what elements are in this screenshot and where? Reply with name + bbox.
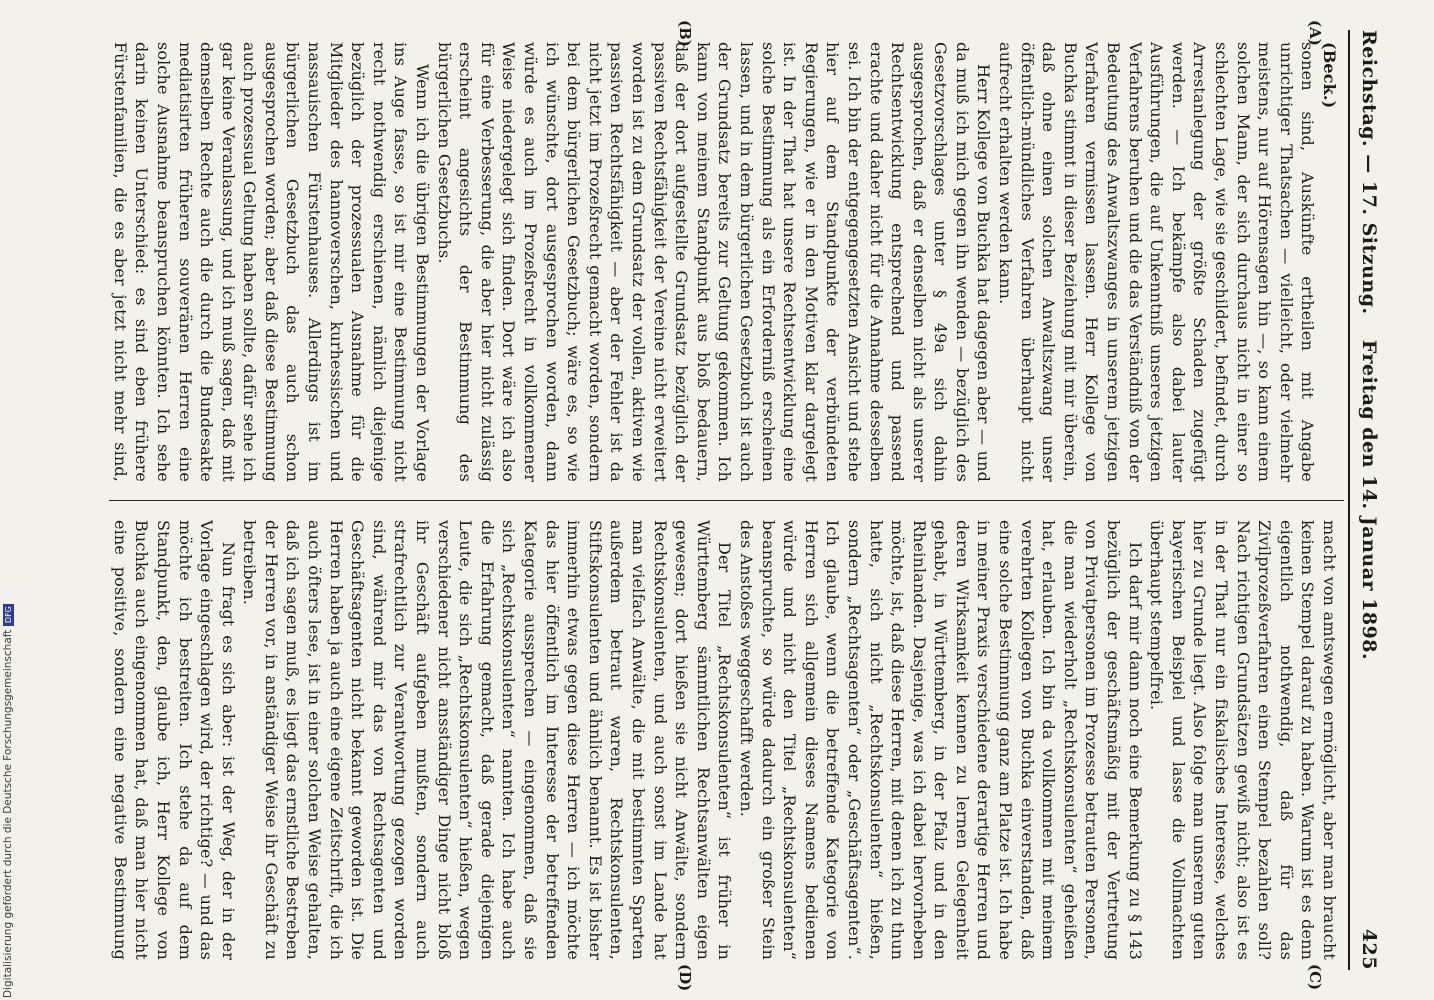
right-column: [110, 520, 1340, 960]
header-date: Freitag den 14. Januar 1898.: [1358, 339, 1380, 661]
paragraph: sonen sind, Auskünfte ertheilen mit Angabe unrichtiger Thatsachen — vielleicht, oder vielmehr meistens, nur auf Hörensagen hin —, so kann einem solchen Mann, der sich durchaus nicht in einer so schlechten Lage, wie sie geschildert, befindet, durch Arrestanlegung der größte Schaden zugefügt werden. — Ich bekämpfe also dabei lauter Ausführungen, die auf Unkenntniß unseres jetzigen Verfahrens beruhen und die das Verständniß von der Bedeutung des Anwaltszwanges in unserem jetzigen Verfahren vermissen lassen. Herr Kollege von Buchka stimmt in dieser Beziehung mit mir überein, daß ohne einen solchen Anwaltszwang unser öffentlich-mündliches Verfahren überhaupt nicht aufrecht erhalten werden kann.: [996, 42, 1318, 482]
paragraph: Ich darf mir dann noch eine Bemerkung zu § 143 bezüglich der geschäftsmäßig mit der Vertretung von Privatpersonen im Prozesse betrauten Personen, die man wiederholt „Rechtskonsulenten“ geheißen hat, erlauben. Ich bin da vollkommen mit meinem verehrten Kollegen von Buchka einverstanden, daß eine solche Bestimmung ganz am Platze ist. Ich habe in meiner Praxis verschiedene derartige Herren und deren Wirksamkeit kennen zu lernen Gelegenheit gehabt, in Württemberg, in der Pfalz und in den Rheinlanden. Dasjenige, was ich dabei hervorheben möchte, ist, daß diese Herren, mit denen ich zu thun hatte, sich nicht „Rechtskonsulenten“ hießen, sondern „Rechtsagenten“ oder „Geschäftsagenten“. Ich glaube, wenn die betreffende Kategorie von Herren sich allgemein dieses Namens bedienen würde und nicht den Titel „Rechtskonsulenten“ beanspruchte, so würde dadurch ein großer Stein des Anstoßes weggeschafft werden.: [736, 520, 1145, 960]
margin-marker-d: (D): [676, 964, 694, 992]
left-column: [110, 42, 1340, 482]
margin-marker-b: (B): [676, 20, 694, 47]
paragraph: Wenn ich die übrigen Bestimmungen der Vorlage ins Auge fasse, so ist mir eine Bestimmung nicht recht nothwendig erschienen, nämlich diejenige bezüglich der prozessualen Ausnahme für die Mitglieder des hannoverschen, kurhessischen und nassauischen Fürstenhauses. Allerdings ist im bürgerlichen Gesetzbuch das auch schon ausgesprochen worden; aber daß diese Bestimmung auch prozessual Geltung haben sollte, dafür sehe ich gar keine Veranlassung, und ich muß sagen, daß mit demselben Rechte auch die durch die Bundesakte mediatisirten früheren souveränen Herren eine solche Ausnahme beanspruchen könnten. Ich sehe darin keinen Unterschied: es sind eben frühere Fürstenfamilien, die es aber jetzt nicht mehr sind,: [110, 42, 433, 482]
paragraph: Der Titel „Rechtskonsulenten“ ist früher in Württemberg sämmtlichen Rechtsanwälten eigen gewesen; dort hießen sie nicht Anwälte, sondern Rechtskonsulenten, und auch sonst im Lande hat man vielfach Anwälte, die mit bestimmten Sparten außerdem betraut waren, Rechtskonsulenten, Stiftskonsulenten und ähnlich benannt. Es ist bisher immerhin etwas gegen diese Herren — ich möchte das hier öffentlich im Interesse der betreffenden Kategorie aussprechen — eingenommen, daß sie sich „Rechtskonsulenten“ nannten. Ich habe auch die Erfahrung gemacht, daß gerade diejenigen Leute, die sich „Rechtskonsulenten“ hießen, wegen verschiedener nicht ansständiger Dinge nicht bloß ihr Geschäft aufgeben mußten, sondern auch strafrechtlich zur Verantwortung gezogen worden sind, während mir das von Rechtsagenten und Geschäftsagenten nicht bekannt geworden ist. Die Herren haben ja auch eine eigene Zeitschrift, die ich auch öfters lese, ist in einer solchen Weise gehalten, daß ich sagen muß, es liegt das ernstliche Bestreben der Herren vor, in anständiger Weise ihr Geschäft zu betreiben.: [240, 520, 735, 960]
column-divider: [109, 500, 1344, 501]
running-header: [1352, 30, 1380, 970]
speaker-label: (Beck.): [1320, 42, 1339, 109]
header-rule: [1348, 30, 1350, 970]
paragraph: Nun fragt es sich aber: ist der Weg, der in der Vorlage eingeschlagen wird, der richtige? — und das möchte ich bestreiten. Ich stehe da auf dem Standpunkt, den, glaube ich, Herr Kollege von Buchka auch eingenommen hat, daß man hier nicht eine positive, sondern eine negative Bestimmung: [110, 520, 238, 960]
credit-text: Digitalisierung gefördert durch die Deutsche Forschungsgemeinschaft: [2, 629, 14, 998]
digitization-credit: [2, 606, 16, 998]
paragraph: macht von amtswegen ermöglicht, aber man braucht keinen Stempel darauf zu haben. Warum ist es denn eigentlich nothwendig, daß für das Zivilprozeßverfahren einen Stempel bezahlen soll? Nach richtigen Grundsätzen gewiß nicht; also ist es in der That nur ein fiskalisches Interesse, welches hier zu Grunde liegt. Also folge man unserem guten bayerischen Beispiel und lasse die Vollmachten überhaupt stempelfrei.: [1147, 520, 1339, 960]
margin-marker-a: (A): [1306, 20, 1324, 46]
header-left: Reichstag. — 17. Sitzung.: [1358, 30, 1380, 315]
paragraph: Herr Kollege von Buchka hat dagegen aber — und da muß ich mich gegen ihn wenden — bezüglich des Gesetzvorschlages unter § 49a sich dahin ausgesprochen, daß er denselben nicht als unserer Rechtsentwicklung entsprechend und passend erachte und daher nicht für die Annahme desselben sei. Ich bin der entgegengesetzten Ansicht und stehe hier auf dem Standpunkte der verbündeten Regierungen, wie er in den Motiven klar dargelegt ist. In der That hat unsere Rechtsentwicklung eine solche Bestimmung als ein Erforderniß erscheinen lassen, und in dem bürgerlichen Gesetzbuch ist auch der Grundsatz bereits zur Geltung gekommen. Ich kann von meinem Standpunkt aus bloß bedauern, daß der dort aufgestellte Grundsatz bezüglich der passiven Rechtsfähigkeit der Vereine nicht erweitert worden ist zu dem Grundsatz der vollen, aktiven wie passiven Rechtsfähigkeit — aber der Fehler ist da nicht jetzt im Prozeßrecht gemacht worden, sondern bei dem bürgerlichen Gesetzbuch; wäre es, so wie ich wünschte, dort ausgesprochen worden, dann würde es auch im Prozeßrecht in vollkommener Weise niedergelegt sich finden. Dort wäre ich also für eine Verbesserung, die aber hier nicht zulässig erscheint angesichts der Bestimmung des bürgerlichen Gesetzbuchs.: [434, 42, 994, 482]
page-number: 425: [1358, 928, 1380, 970]
document-page: [84, 20, 1384, 992]
dfg-logo-icon: DFG: [3, 604, 14, 626]
margin-marker-c: (C): [1306, 964, 1324, 991]
